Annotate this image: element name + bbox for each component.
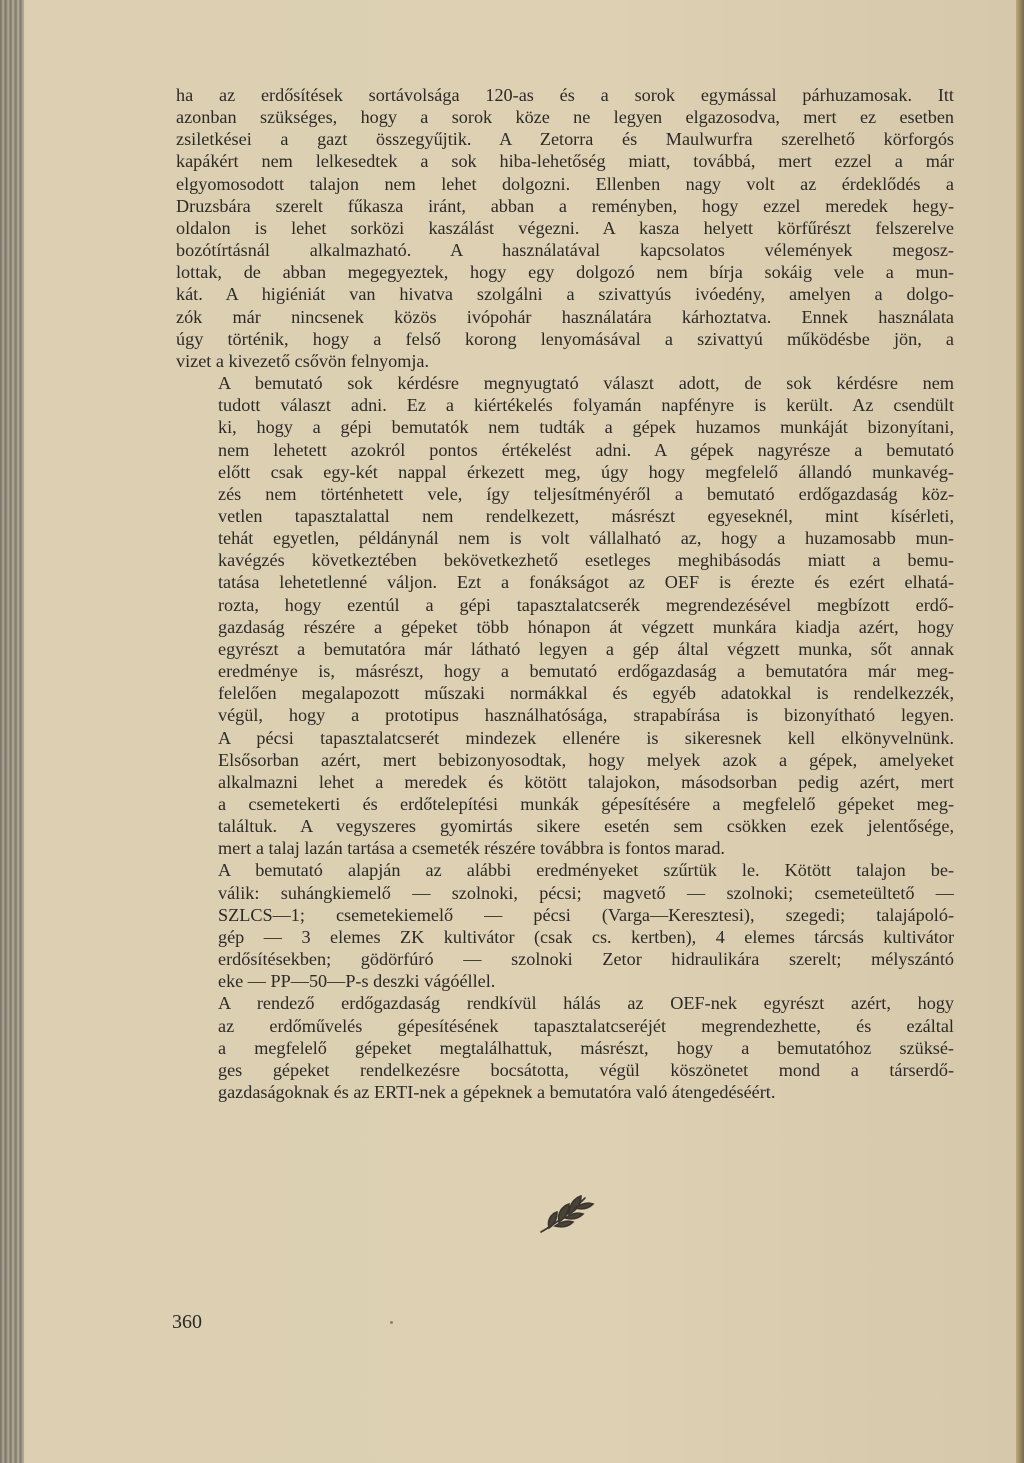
- text-line: vetlen tapasztalattal nem rendelkezett, másrészt egyeseknél, mint kísérleti,: [218, 505, 954, 526]
- text-line: ha az erdősítések sortávolsága 120-as és a sorok egymással párhuzamosak. Itt: [176, 85, 954, 105]
- text-line: gazdaságoknak és az ERTI-nek a gépeknek a bemutatóra való átengedéséért.: [218, 1082, 776, 1103]
- text-line: zsiletkései a gazt összegyűjtik. A Zetorra és Maulwurfra szerelhető körforgós: [176, 129, 954, 150]
- text-line: erdősítésekben; gödörfúró — szolnoki Zetor hidraulikára szerelt; mélyszántó: [218, 949, 954, 970]
- text-line: zók már nincsenek közös ivópohár használatára kárhoztatva. Ennek használata: [176, 306, 954, 327]
- text-line: A rendező erdőgazdaság rendkívül hálás az OEF-nek egyrészt azért, hogy: [218, 993, 954, 1014]
- paragraph: [176, 372, 954, 859]
- text-line: rozta, hogy ezentúl a gépi tapasztalatcserék megrendezésével megbízott erdő-: [218, 594, 954, 615]
- text-line: elgyomosodott talajon nem lehet dolgozni. Ellenben nagy volt az érdeklődés a: [176, 173, 954, 194]
- book-binding-edge: [0, 0, 24, 1463]
- text-line: ki, hogy a gépi bemutatók nem tudták a gépek huzamos munkáját bizonyítani,: [218, 417, 954, 438]
- text-line: A bemutató sok kérdésre megnyugtató választ adott, de sok kérdésre nem: [218, 373, 954, 394]
- body-text: [176, 84, 954, 1103]
- text-line: lottak, de abban megegyeztek, hogy egy dolgozó nem bírja sokáig vele a mun-: [176, 262, 954, 283]
- text-line: vizet a kivezető csővön felnyomja.: [176, 350, 430, 371]
- text-line: zés nem történhetett vele, így teljesítményéről a bemutató erdőgazdaság köz-: [218, 483, 954, 504]
- text-line: SZLCS—1; csemetekiemelő — pécsi (Varga—Keresztesi), szegedi; talajápoló-: [218, 904, 954, 925]
- text-line: tehát egyetlen, példánynál nem is volt vállalható az, hogy a huzamosabb mun-: [218, 528, 954, 549]
- text-line: mert a talaj lazán tartása a csemeték részére továbbra is fontos marad.: [218, 838, 725, 859]
- text-line: gép — 3 elemes ZK kultivátor (csak cs. kertben), 4 elemes tárcsás kultivátor: [218, 926, 954, 947]
- text-line: oldalon is lehet sorközi kaszálást végezni. A kasza helyett körfűrészt felszerelve: [176, 217, 954, 238]
- text-line: előtt csak egy-két nappal érkezett meg, úgy hogy megfelelő állandó munkavég-: [218, 461, 954, 482]
- text-line: végül, hogy a prototipus használhatósága, strapabírása is bizonyítható legyen.: [218, 705, 954, 726]
- text-line: tatása lehetetlenné váljon. Ezt a fonákságot az OEF is érezte és ezért elhatá-: [218, 572, 954, 593]
- paragraph: [176, 859, 954, 992]
- paragraph: [176, 992, 954, 1103]
- text-line: a csemetekerti és erdőtelepítési munkák gépesítésére a megfelelő gépeket meg-: [218, 794, 954, 814]
- page-right-edge: [1016, 0, 1024, 1463]
- paragraph: [176, 84, 954, 372]
- text-line: a megfelelő gépeket megtalálhattuk, másrészt, hogy a bemutatóhoz szüksé-: [218, 1037, 954, 1058]
- text-line: kavégzés következtében bekövetkezhető esetleges meghibásodás miatt a bemu-: [218, 550, 954, 571]
- text-line: eredménye is, másrészt, hogy a bemutató erdőgazdaság a bemutatóra már meg-: [218, 661, 954, 682]
- speck: [390, 1321, 393, 1324]
- text-line: kapákért nem lelkesedtek a sok hiba-lehetőség miatt, továbbá, mert ezzel a már: [176, 151, 954, 172]
- text-line: azonban szükséges, hogy a sorok köze ne legyen elgazosodva, mert ez esetben: [176, 107, 954, 128]
- text-line: az erdőművelés gépesítésének tapasztalatcseréjét megrendezhette, és ezáltal: [218, 1015, 954, 1036]
- text-line: úgy történik, hogy a felső korong lenyomásával a szivattyú működésbe jön, a: [176, 328, 954, 349]
- text-line: kát. A higiéniát van hivatva szolgálni a szivattyús ivóedény, amelyen a dolgo-: [176, 284, 954, 305]
- text-line: Elsősorban azért, mert bebizonyosodtak, hogy melyek azok a gépek, amelyeket: [218, 749, 954, 770]
- text-line: alkalmazni lehet a meredek és kötött talajokon, másodsorban pedig azért, mert: [218, 771, 954, 792]
- leaf-ornament-icon: [535, 1188, 599, 1240]
- text-line: Druzsbára szerelt fűkasza iránt, abban a reményben, hogy ezzel meredek hegy-: [176, 195, 954, 216]
- text-line: felelően megalapozott műszaki normákkal és egyéb adatokkal is rendelkezzék,: [218, 683, 954, 704]
- page-number: 360: [172, 1311, 202, 1333]
- text-line: találtuk. A vegyszeres gyomirtás sikere esetén sem csökken ezek jelentősége,: [218, 816, 954, 837]
- text-line: gazdaság részére a gépeket több hónapon át végzett munkára kiadja azért, hogy: [218, 616, 954, 637]
- text-line: ges gépeket rendelkezésre bocsátotta, végül köszönetet mond a társerdő-: [218, 1059, 954, 1080]
- text-line: bozótírtásnál alkalmazható. A használatával kapcsolatos vélemények megosz-: [176, 240, 954, 261]
- text-line: eke — PP—50—P-s deszki vágóéllel.: [218, 971, 496, 992]
- text-line: válik: suhángkiemelő — szolnoki, pécsi; magvető — szolnoki; csemeteültető —: [218, 882, 954, 903]
- text-line: nem lehetett azokról pontos értékelést adni. A gépek nagyrésze a bemutató: [218, 439, 954, 460]
- text-line: A bemutató alapján az alábbi eredményeket szűrtük le. Kötött talajon be-: [218, 860, 954, 881]
- text-line: tudott választ adni. Ez a kiértékelés folyamán napfényre is került. Az csendült: [218, 395, 954, 416]
- text-line: egyrészt a bemutatóra már látható legyen a gép által végzett munka, sőt annak: [218, 638, 954, 659]
- text-line: A pécsi tapasztalatcserét mindezek ellenére is sikeresnek kell elkönyvelnünk.: [218, 727, 954, 748]
